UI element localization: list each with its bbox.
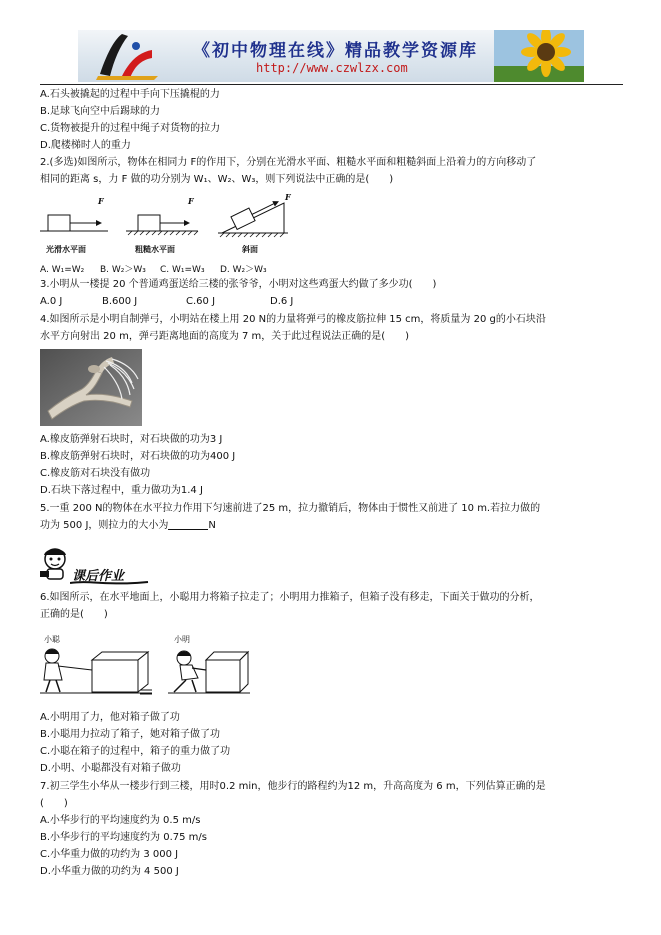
q6-stem-line2: 正确的是( ) (40, 609, 108, 620)
q6-label-xiaoming: 小明 (174, 635, 190, 644)
q6-stem-line1: 6.如图所示，在水平地面上，小聪用力将箱子拉走了；小明用力推箱子，但箱子没有移走，下面关于做功的分析， (40, 592, 540, 603)
q4-stem-line1: 4.如图所示是小明自制弹弓，小明站在楼上用 20 N的力量将弹弓的橡皮筋拉伸 15 cm，将质量为 20 g的小石块沿 (40, 314, 546, 325)
header-banner (78, 30, 584, 82)
q1-option-a: A.石头被撬起的过程中手向下压撬棍的力 (40, 89, 220, 100)
q2-label-incline: 斜面 (242, 244, 258, 254)
q2-stem-line2: 相同的距离 s，力 F 做的功分别为 W₁、W₂、W₃，则下列说法中正确的是( ) (40, 174, 394, 185)
section-cartoon-icon (38, 545, 72, 581)
q4-stem-line2: 水平方向射出 20 m，弹弓距离地面的高度为 7 m，关于此过程说法正确的是( ) (40, 331, 410, 342)
q5-line1: 5.一重 200 N的物体在水平拉力作用下匀速前进了25 m，拉力撤销后，物体由于惯性又前进了 10 m.若拉力做的 (40, 503, 541, 514)
q2-force-label-2: F (188, 196, 194, 206)
q2-option-d: D. W₂＞W₃ (220, 265, 267, 275)
q2-options (40, 262, 280, 275)
q6-box-figure (40, 646, 250, 698)
q5-answer-blank[interactable] (168, 519, 208, 530)
q1-option-b: B.足球飞向空中后踢球的力 (40, 106, 161, 117)
q2-option-c: C. W₁=W₃ (160, 265, 205, 275)
section-title: 课后作业 (72, 569, 125, 584)
site-logo-icon (78, 30, 188, 82)
q7-option-a: A.小华步行的平均速度约为 0.5 m/s (40, 815, 201, 826)
q1-option-c: C.货物被提升的过程中绳子对货物的拉力 (40, 123, 221, 134)
q5-line2 (40, 519, 216, 532)
section-underline (70, 580, 150, 586)
q3-option-a: A.0 J (40, 296, 63, 307)
q5-line2-prefix: 功为 500 J，则拉力的大小为 (40, 520, 169, 531)
q7-stem-line2: ( ) (40, 798, 68, 809)
sunflower-icon (494, 30, 584, 82)
q2-force-label-1: F (98, 196, 104, 206)
q3-options (40, 295, 330, 308)
q6-option-c: C.小聪在箱子的过程中，箱子的重力做了功 (40, 746, 231, 757)
q3-option-c: C.60 J (186, 296, 216, 307)
q2-stem-line1: 2.(多选)如图所示，物体在相同力 F的作用下，分别在光滑水平面、粗糙水平面和粗糙斜面上沿着力的方向移动了 (40, 157, 537, 168)
q2-label-smooth: 光滑水平面 (46, 244, 86, 254)
q7-option-b: B.小华步行的平均速度约为 0.75 m/s (40, 832, 207, 843)
q5-line2-suffix: N (208, 520, 216, 531)
q7-option-c: C.小华重力做的功约为 3 000 J (40, 849, 179, 860)
q2-force-label-3: F (285, 192, 291, 202)
q7-stem-line1: 7.初三学生小华从一楼步行到三楼，用时0.2 min，他步行的路程约为12 m，升高高度为 6 m，下列估算正确的是 (40, 781, 546, 792)
q6-option-a: A.小明用了力，他对箱子做了功 (40, 712, 180, 723)
q6-label-xiaocong: 小聪 (44, 635, 60, 644)
q2-option-b: B. W₂＞W₃ (100, 265, 146, 275)
q4-option-d: D.石块下落过程中，重力做功为1.4 J (40, 485, 203, 496)
header-divider (40, 84, 623, 85)
header-title: 《初中物理在线》精品教学资源库 (193, 41, 478, 61)
q4-option-c: C.橡皮筋对石块没有做功 (40, 468, 151, 479)
q6-option-d: D.小明、小聪都没有对箱子做功 (40, 763, 181, 774)
q1-option-d: D.爬楼梯时人的重力 (40, 140, 131, 151)
header-url: http://www.czwlzx.com (256, 61, 408, 75)
q3-stem: 3.小明从一楼提 20 个普通鸡蛋送给三楼的张爷爷，小明对这些鸡蛋大约做了多少功( ) (40, 279, 437, 290)
q7-option-d: D.小华重力做的功约为 4 500 J (40, 866, 179, 877)
q4-option-a: A.橡皮筋弹射石块时，对石块做的功为3 J (40, 434, 223, 445)
q4-option-b: B.橡皮筋弹射石块时，对石块做的功为400 J (40, 451, 236, 462)
q2-option-a: A. W₁=W₂ (40, 265, 85, 275)
q3-option-b: B.600 J (102, 296, 138, 307)
q2-force-figure (38, 195, 298, 245)
slingshot-photo (40, 349, 142, 426)
q6-option-b: B.小聪用力拉动了箱子，她对箱子做了功 (40, 729, 221, 740)
q3-option-d: D.6 J (270, 296, 294, 307)
q2-label-rough: 粗糙水平面 (135, 244, 175, 254)
